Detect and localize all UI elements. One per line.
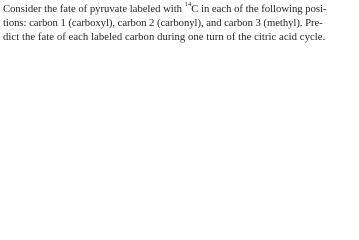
question-line-1	[3, 2, 355, 16]
question-paragraph	[3, 2, 355, 45]
question-line-2: tions: carbon 1 (carboxyl), carbon 2 (carbonyl), and carbon 3 (methyl). Pre-	[3, 17, 323, 30]
isotope-superscript: 14	[184, 0, 192, 8]
problem-text-block	[0, 0, 359, 48]
question-line-3: dict the fate of each labeled carbon during one turn of the citric acid cycle.	[3, 31, 326, 44]
question-text-continued: C in each of the following posi-	[191, 3, 327, 15]
question-text-start: Consider the fate of pyruvate labeled with	[3, 3, 185, 15]
